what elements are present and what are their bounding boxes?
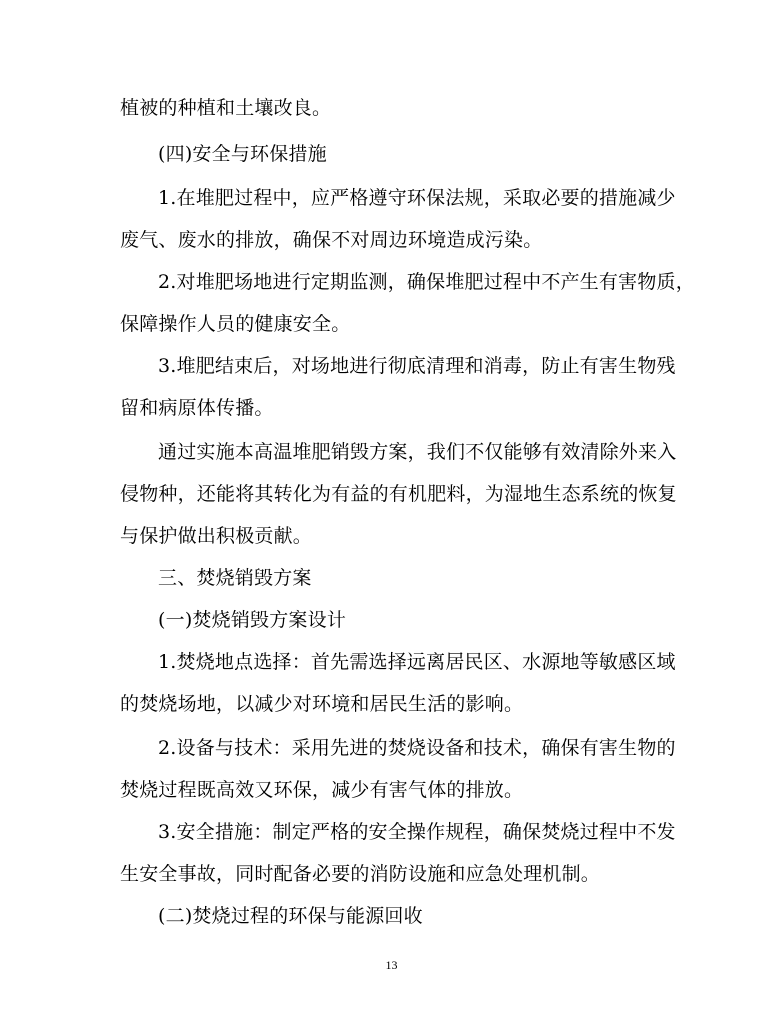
text-line: 废气、废水的排放，确保不对周边环境造成污染。 [120, 229, 543, 251]
text-line: 2.对堆肥场地进行定期监测，确保堆肥过程中不产生有害物质， [158, 271, 695, 293]
text-line: 3.安全措施：制定严格的安全操作规程，确保焚烧过程中不发 [158, 821, 676, 843]
section-heading: (一)焚烧销毁方案设计 [158, 609, 347, 631]
text-line: 焚烧过程既高效又环保，减少有害气体的排放。 [120, 779, 524, 801]
text-line: 1.焚烧地点选择：首先需选择远离居民区、水源地等敏感区域 [158, 651, 676, 673]
text-line: 侵物种，还能将其转化为有益的有机肥料，为湿地生态系统的恢复 [120, 483, 677, 505]
text-line: 生安全事故，同时配备必要的消防设施和应急处理机制。 [120, 863, 601, 885]
section-heading: (四)安全与环保措施 [158, 143, 327, 165]
page-number: 13 [385, 958, 398, 972]
section-heading: (二)焚烧过程的环保与能源回收 [158, 905, 423, 927]
text-line: 与保护做出积极贡献。 [120, 525, 313, 547]
text-line: 通过实施本高温堆肥销毁方案，我们不仅能够有效清除外来入 [158, 441, 677, 463]
text-line: 的焚烧场地，以减少对环境和居民生活的影响。 [120, 693, 524, 715]
section-heading: 三、焚烧销毁方案 [158, 567, 312, 589]
text-line: 植被的种植和土壤改良。 [120, 97, 332, 119]
text-line: 留和病原体传播。 [120, 397, 274, 419]
text-line: 保障操作人员的健康安全。 [120, 313, 351, 335]
text-line: 1.在堆肥过程中，应严格遵守环保法规，采取必要的措施减少 [158, 187, 676, 209]
text-line: 3.堆肥结束后，对场地进行彻底清理和消毒，防止有害生物残 [158, 355, 676, 377]
text-line: 2.设备与技术：采用先进的焚烧设备和技术，确保有害生物的 [158, 737, 676, 759]
